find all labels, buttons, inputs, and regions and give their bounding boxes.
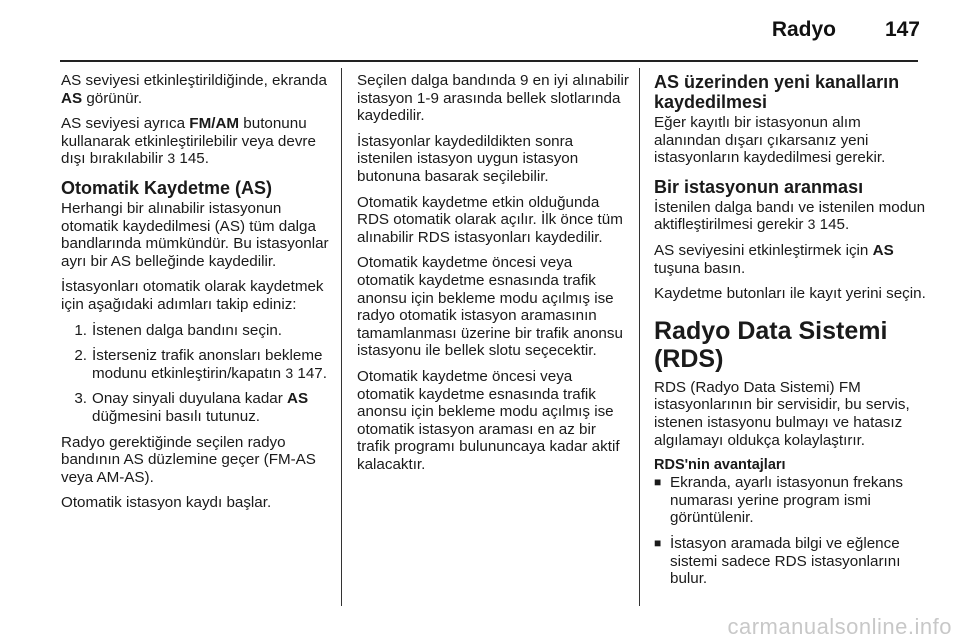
- paragraph: İstasyonlar kaydedildikten sonra istenilen istasyon uygun istasyon butonuna basarak seçilebilir.: [357, 132, 579, 185]
- section-heading: AS üzerinden yeni kanalların kaydedilmesi: [654, 72, 900, 112]
- column-divider-1: [341, 68, 342, 606]
- paragraph: Seçilen dalga bandında 9 en iyi alınabilir istasyon 1-9 arasında bellek slotlarında kaydedilir.: [357, 72, 629, 125]
- reference-arrow-icon: 3: [167, 150, 176, 167]
- reference-arrow-icon: 3: [807, 216, 816, 233]
- paragraph: RDS (Radyo Data Sistemi) FM istasyonlarının bir servisidir, bu servis, istenen istasyonu bulmayı ve hatasız algılamayı oldukça kolaylaştırır.: [654, 378, 910, 449]
- subheading: RDS'nin avantajları: [654, 457, 786, 474]
- paragraph: Otomatik kaydetme etkin olduğunda RDS otomatik olarak açılır. İlk önce tüm alınabilir RDS istasyonları kaydedilir.: [357, 193, 623, 246]
- paragraph: Radyo gerektiğinde seçilen radyo bandının AS düzlemine geçer (FM-AS veya AM-AS).: [61, 433, 316, 486]
- paragraph: AS seviyesini etkinleştirmek için AS tuşuna basın.: [654, 241, 894, 277]
- steps-list: [61, 322, 331, 426]
- paragraph: AS seviyesi etkinleştirildiğinde, ekranda AS görünür.: [61, 72, 327, 107]
- paragraph: Eğer kayıtlı bir istasyonun alım alanından dışarı çıkarsanız yeni istasyonların kaydedilmesi gerekir.: [654, 114, 886, 167]
- paragraph: Otomatik istasyon kaydı başlar.: [61, 494, 272, 512]
- section-title: Radyo: [771, 18, 836, 41]
- section-heading: Otomatik Kaydetme (AS): [61, 177, 273, 198]
- column-divider-2: [639, 68, 640, 606]
- list-item: 3. Onay sinyali duyulana kadar AS düğmesini basılı tutunuz.: [74, 390, 309, 425]
- bullet-icon: ■: [654, 535, 662, 550]
- list-item: 2. İsterseniz trafik anonsları bekleme modunu etkinleştirin/kapatın 3 147.: [74, 347, 327, 382]
- column-1: [61, 72, 331, 520]
- paragraph: Herhangi bir alınabilir istasyonun otomatik kaydedilmesi (AS) tüm dalga bandlarında mümkündür. Bu istasyonlar ayrı bir AS belleğinde kaydedilir.: [61, 199, 329, 270]
- list-item: 1. İstenen dalga bandını seçin.: [74, 321, 282, 339]
- section-heading: Bir istasyonun aranması: [654, 176, 864, 197]
- chapter-heading: Radyo Data Sistemi (RDS): [654, 316, 888, 373]
- list-item: ■ Ekranda, ayarlı istasyonun frekans numarası yerine program ismi görüntülenir.: [654, 474, 903, 527]
- paragraph: İstasyonları otomatik olarak kaydetmek için aşağıdaki adımları takip ediniz:: [61, 278, 324, 313]
- column-2: [357, 72, 629, 481]
- column-3: [654, 72, 926, 596]
- paragraph: AS seviyesi ayrıca FM/AM butonunu kullanarak etkinleştirilebilir veya devre dışı bırakılabilir 3 145.: [61, 115, 316, 168]
- paragraph: İstenilen dalga bandı ve istenilen modun aktifleştirilmesi gerekir 3 145.: [654, 198, 926, 234]
- advantages-list: [654, 474, 926, 588]
- paragraph: Otomatik kaydetme öncesi veya otomatik kaydetme esnasında trafik anonsu için bekleme modu açılmış ise radyo otomatik istasyon aramasının tamamlanması üzerine bir trafik anonsu istasyonu ile bellek slotu seçecektir.: [357, 254, 623, 360]
- watermark: carmanualsonline.info: [727, 614, 952, 639]
- list-item: ■ İstasyon aramada bilgi ve eğlence sistemi sadece RDS istasyonlarını bulur.: [654, 534, 901, 588]
- page-number: 147: [884, 18, 920, 41]
- bullet-icon: ■: [654, 475, 662, 490]
- reference-arrow-icon: 3: [285, 364, 294, 381]
- paragraph: Otomatik kaydetme öncesi veya otomatik kaydetme esnasında trafik anonsu için bekleme modu açılmış ise otomatik istasyon araması en az bir trafik programı bulununcaya kadar aktif kalacaktır.: [357, 367, 620, 473]
- header-rule: [60, 60, 918, 62]
- paragraph: Kaydetme butonları ile kayıt yerini seçin.: [654, 285, 926, 303]
